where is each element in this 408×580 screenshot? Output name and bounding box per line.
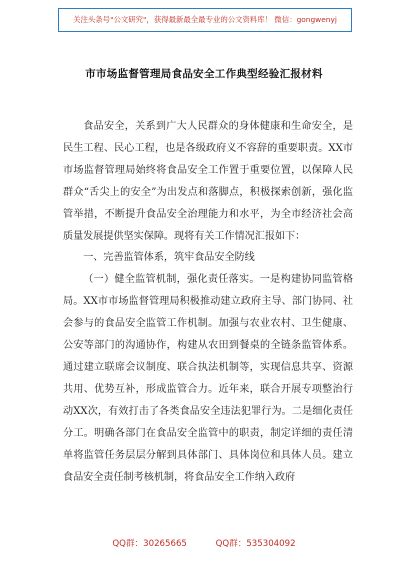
footer-contact bbox=[0, 537, 408, 549]
document-body bbox=[63, 116, 353, 488]
qq-number-1: 30265665 bbox=[143, 539, 187, 549]
qq-group-2 bbox=[216, 539, 296, 549]
header-banner: 关注头条号"公文研究"，获得最新最全最专业的公文资料库！ 微信：gongwenyj bbox=[58, 8, 352, 32]
section-heading: 一、完善监管体系，筑牢食品安全防线 bbox=[83, 252, 255, 264]
body-paragraph: （一）健全监管机制，强化责任落实。一是构建协同监管格局。XX市市场监督管理局积极推动建立政府主导、部门协同、社会参与的食品安全监管工作机制。加强与农业农村、卫生健康、公安等部门的沟通协作，构建从农田到餐桌的全链条监管体系。通过建立联席会议制度、联合执法机制等，实现信息共享、资源共用、优势互补，形成监管合力。近年来，联合开展专项整治行动XX次，有效打击了各类食品安全违法犯罪行为。二是细化责任分工。明确各部门在食品安全监管中的职责，制定详细的责任清单将监管任务层层分解到具体部门、具体岗位和具体人员。建立食品安全责任制考核机制，将食品安全工作纳入政府 bbox=[63, 274, 353, 483]
qq-label-2: QQ群： bbox=[215, 539, 247, 549]
intro-paragraph: 食品安全，关系到广大人民群众的身体健康和生命安全，是民生工程、民心工程，也是各级政府义不容辞的重要职责。XX市市场监督管理局始终将食品安全工作置于重要位置，以保障人民群众“舌尖上的安全”为出发点和落脚点，积极探索创新，强化监管举措，不断提升食品安全治理能力和水平，为全市经济社会高质量发展提供坚实保障。现将有关工作情况汇报如下： bbox=[63, 121, 353, 242]
qq-group-1 bbox=[112, 539, 186, 549]
qq-number-2: 535304092 bbox=[246, 539, 296, 549]
document-title: 市市场监督管理局食品安全工作典型经验汇报材料 bbox=[85, 68, 323, 80]
qq-label-1: QQ群： bbox=[112, 539, 144, 549]
